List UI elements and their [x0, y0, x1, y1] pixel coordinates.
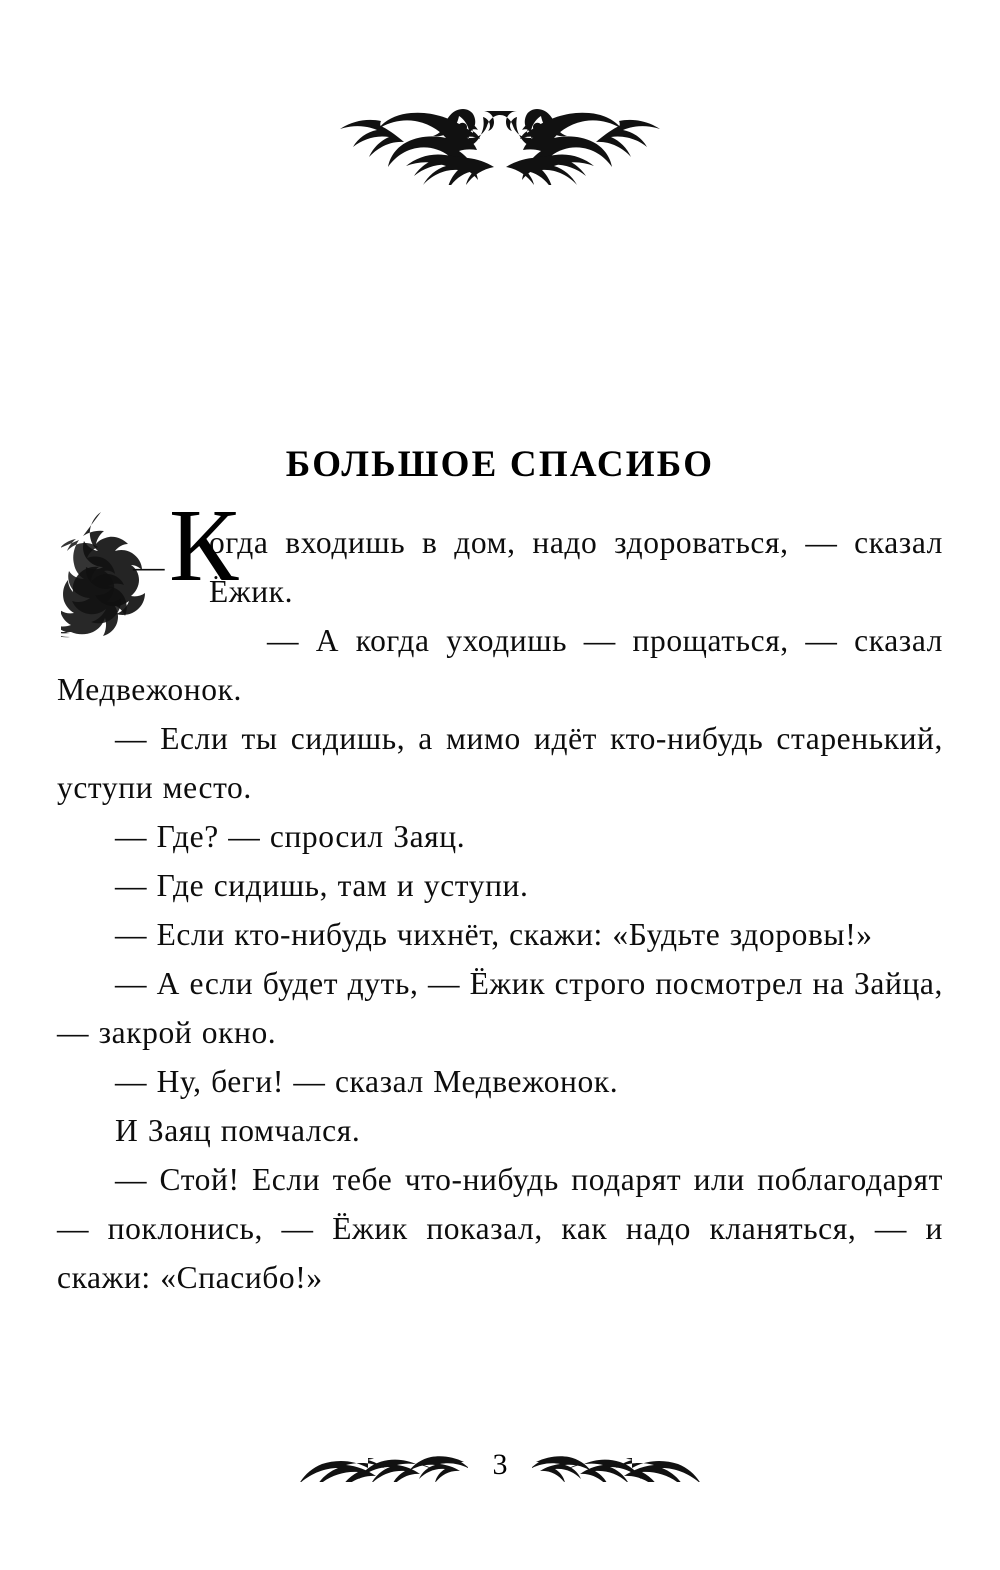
- dropcap-letter: К: [169, 488, 239, 603]
- paragraph-4: — Где? — спросил Заяц.: [115, 819, 466, 854]
- page-title: БОЛЬШОЕ СПАСИБО: [285, 443, 715, 485]
- page-footer: [0, 1448, 1000, 1482]
- top-ornament: [0, 95, 1000, 185]
- paragraph-2: — А когда уходишь — прощаться, — сказал Медвежонок.: [57, 623, 943, 707]
- paragraph-8: — Ну, беги! — сказал Медвежонок.: [115, 1064, 619, 1099]
- dropcap-dash: —: [133, 549, 166, 584]
- page-number: 3: [492, 1448, 508, 1481]
- paragraph-10: — Стой! Если тебе что-нибудь подарят или поблагодарят — поклонись, — Ёжик показал, как надо кланяться, — и скажи: «Спасибо!»: [57, 1162, 943, 1295]
- paragraph-7: — А если будет дуть, — Ёжик строго посмотрел на Зайца, — закрой окно.: [57, 966, 943, 1050]
- paragraph-9: И Заяц помчался.: [115, 1113, 361, 1148]
- paragraph-1: [57, 488, 943, 616]
- footer-ornament-left-icon: [268, 1448, 468, 1482]
- dropcap-group: [57, 488, 239, 622]
- paragraph-3: — Если ты сидишь, а мимо идёт кто-нибудь старенький, уступи место.: [57, 721, 943, 805]
- paragraph-text: огда входишь в дом, надо здороваться, — сказал Ёжик.: [209, 525, 943, 609]
- story-text: [57, 488, 943, 1302]
- paragraph-6: — Если кто-нибудь чихнёт, скажи: «Будьте здоровы!»: [115, 917, 873, 952]
- paragraph-5: — Где сидишь, там и уступи.: [115, 868, 529, 903]
- footer-ornament-right-icon: [532, 1448, 732, 1482]
